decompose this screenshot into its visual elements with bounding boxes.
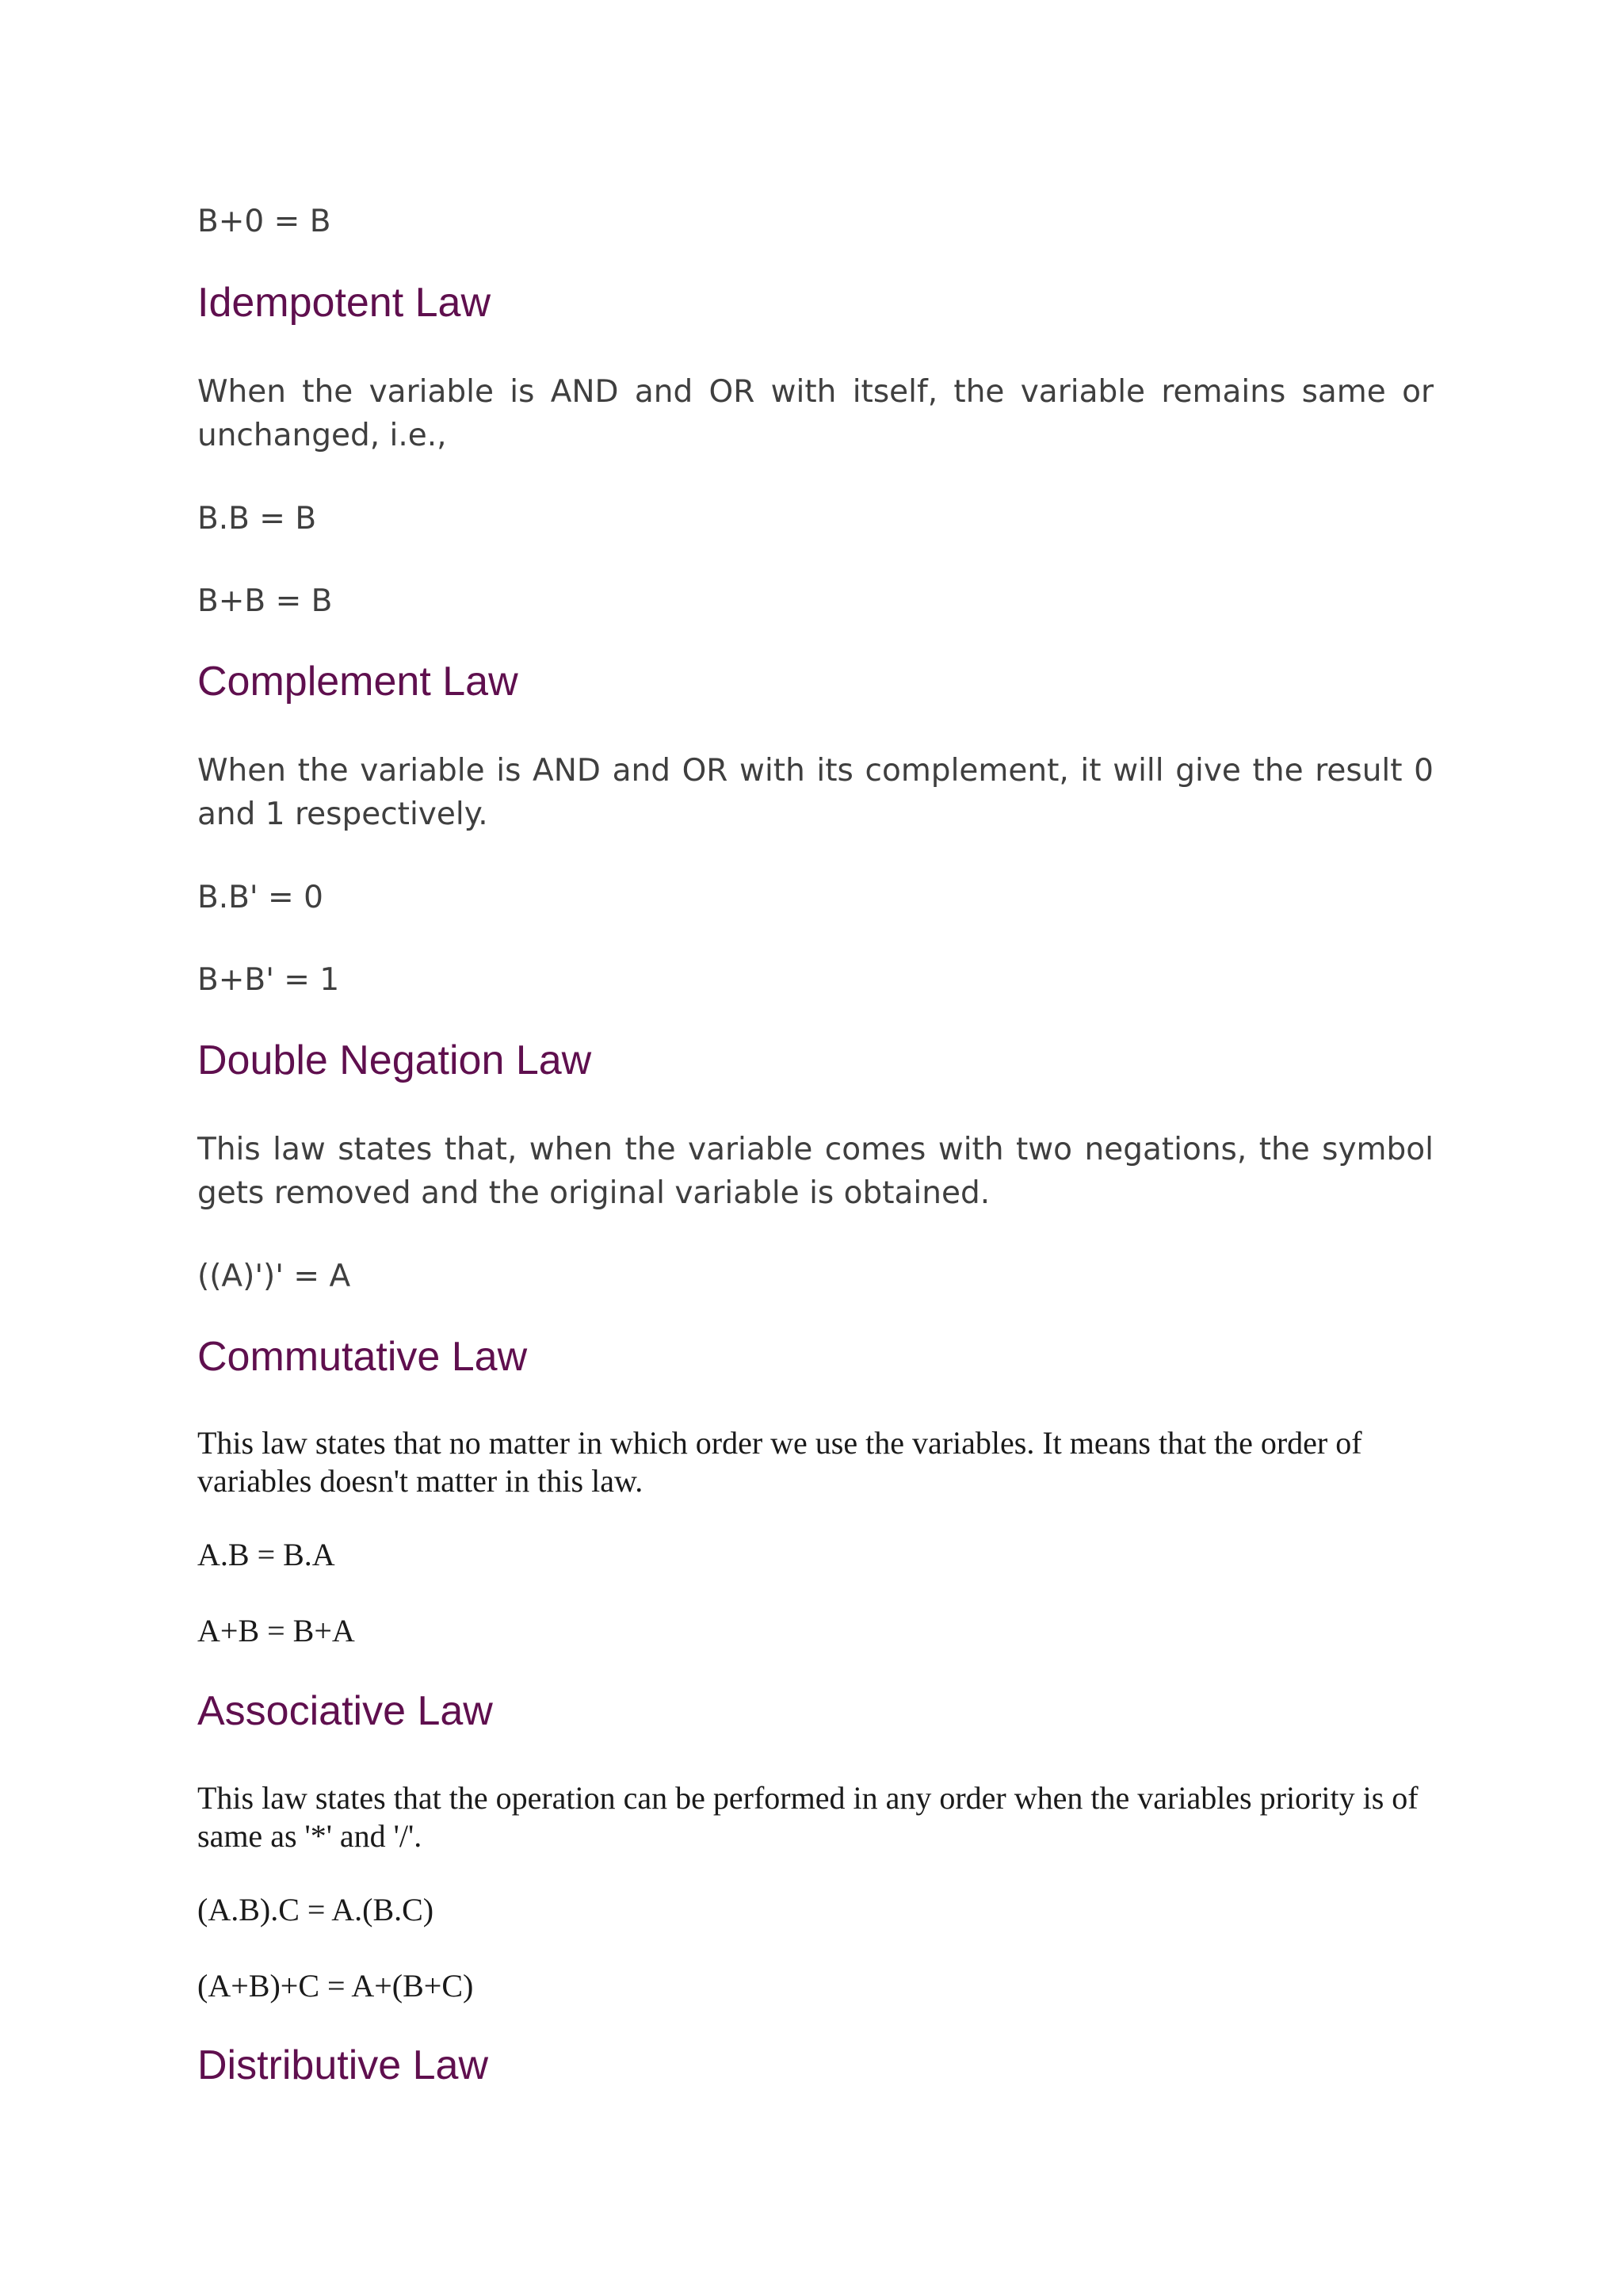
equation-associative-or: (A+B)+C = A+(B+C)	[197, 1968, 474, 2004]
paragraph-double-negation-law: This law states that, when the variable comes with two negations, the symbol gets removed and the original variable is obtained.	[197, 1132, 1434, 1211]
paragraph-complement-law: When the variable is AND and OR with its complement, it will give the result 0 and 1 respectively.	[197, 753, 1434, 832]
equation-double-negation: ((A)')' = A	[197, 1259, 351, 1294]
equation-complement-or: B+B' = 1	[197, 962, 340, 998]
paragraph-commutative-law: This law states that no matter in which order we use the variables. It means that the order of variables doesn't matter in this law.	[197, 1425, 1362, 1499]
equation-commutative-and: A.B = B.A	[197, 1537, 335, 1572]
equation-idempotent-or: B+B = B	[197, 583, 333, 619]
equation-commutative-or: A+B = B+A	[197, 1613, 355, 1648]
heading-idempotent-law: Idempotent Law	[197, 280, 491, 326]
equation-b-plus-0: B+0 = B	[197, 204, 331, 239]
equation-idempotent-and: B.B = B	[197, 501, 317, 537]
heading-commutative-law: Commutative Law	[197, 1334, 528, 1380]
equation-associative-and: (A.B).C = A.(B.C)	[197, 1892, 434, 1927]
heading-complement-law: Complement Law	[197, 659, 518, 705]
paragraph-idempotent-law: When the variable is AND and OR with itself, the variable remains same or unchanged, i.e.,	[197, 374, 1434, 453]
equation-complement-and: B.B' = 0	[197, 880, 323, 915]
heading-associative-law: Associative Law	[197, 1688, 493, 1734]
heading-double-negation-law: Double Negation Law	[197, 1037, 592, 1083]
paragraph-associative-law: This law states that the operation can be performed in any order when the variables priority is of same as '*' and '/'.	[197, 1780, 1419, 1854]
heading-distributive-law: Distributive Law	[197, 2042, 489, 2088]
